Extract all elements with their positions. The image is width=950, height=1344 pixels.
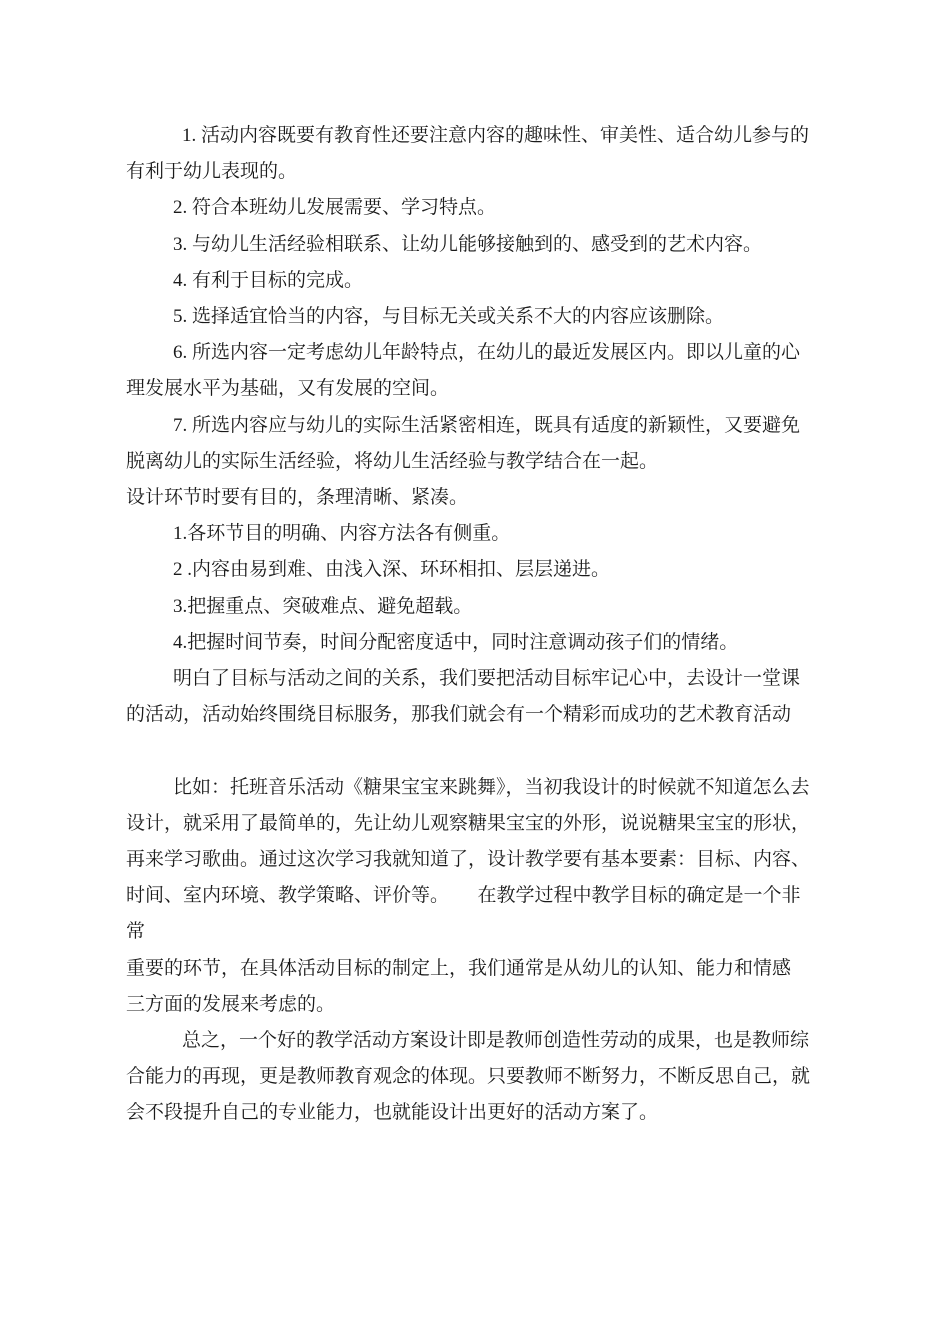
doc-line-sublist-item-3: 3.把握重点、突破难点、避免超载。 bbox=[173, 595, 473, 617]
doc-line-continuation: 理发展水平为基础，又有发展的空间。 bbox=[126, 378, 450, 400]
doc-line-continuation: 脱离幼儿的实际生活经验，将幼儿生活经验与教学结合在一起。 bbox=[126, 450, 659, 472]
doc-line-continuation: 再来学习歌曲。通过这次学习我就知道了，设计教学要有基本要素：目标、内容、 bbox=[126, 849, 811, 871]
doc-line-continuation: 时间、室内环境、教学策略、评价等。 在教学过程中教学目标的确定是一个非常 bbox=[126, 885, 801, 943]
doc-line-continuation: 的活动，活动始终围绕目标服务，那我们就会有一个精彩而成功的艺术教育活动 bbox=[126, 704, 792, 726]
doc-line-sublist-item-4: 4.把握时间节奏，时间分配密度适中，同时注意调动孩子们的情绪。 bbox=[173, 631, 739, 653]
doc-line-continuation: 有利于幼儿表现的。 bbox=[126, 161, 298, 183]
doc-line-sublist-item-1: 1.各环节目的明确、内容方法各有侧重。 bbox=[173, 523, 511, 545]
doc-line-sublist-item-2: 2 .内容由易到难、由浅入深、环环相扣、层层递进。 bbox=[173, 559, 611, 581]
doc-line-numbered-item-7: 7. 所选内容应与幼儿的实际生活紧密相连，既具有适度的新颖性，又要避免 bbox=[173, 414, 801, 436]
doc-line-blank bbox=[126, 733, 818, 769]
doc-line-continuation: 设计，就采用了最简单的，先让幼儿观察糖果宝宝的外形，说说糖果宝宝的形状， bbox=[126, 812, 811, 834]
doc-line-continuation: 合能力的再现，更是教师教育观念的体现。只要教师不断努力，不断反思自己，就 bbox=[126, 1066, 811, 1088]
doc-line-continuation: 会不段提升自己的专业能力，也就能设计出更好的活动方案了。 bbox=[126, 1102, 659, 1124]
doc-line-numbered-item-4: 4. 有利于目标的完成。 bbox=[173, 269, 364, 291]
doc-line-numbered-item-1: 1. 活动内容既要有教育性还要注意内容的趣味性、审美性、适合幼儿参与的 bbox=[182, 125, 810, 146]
doc-line-numbered-item-5: 5. 选择适宜恰当的内容，与目标无关或关系不大的内容应该删除。 bbox=[173, 306, 725, 328]
doc-line-paragraph-start: 明白了目标与活动之间的关系，我们要把活动目标牢记心中，去设计一堂课 bbox=[173, 668, 801, 690]
doc-line-continuation: 重要的环节，在具体活动目标的制定上，我们通常是从幼儿的认知、能力和情感 bbox=[126, 957, 792, 979]
document-body bbox=[126, 118, 818, 1132]
doc-line-continuation: 三方面的发展来考虑的。 bbox=[126, 993, 336, 1015]
doc-line-numbered-item-2: 2. 符合本班幼儿发展需要、学习特点。 bbox=[173, 197, 497, 219]
doc-line-section-lead: 设计环节时要有目的，条理清晰、紧凑。 bbox=[126, 487, 469, 509]
doc-line-numbered-item-3: 3. 与幼儿生活经验相联系、让幼儿能够接触到的、感受到的艺术内容。 bbox=[173, 233, 763, 255]
doc-line-paragraph-start: 总之，一个好的教学活动方案设计即是教师创造性劳动的成果，也是教师综 bbox=[182, 1030, 810, 1052]
doc-line-paragraph-start: 比如：托班音乐活动《糖果宝宝来跳舞》，当初我设计的时候就不知道怎么去 bbox=[173, 776, 810, 798]
doc-line-numbered-item-6: 6. 所选内容一定考虑幼儿年龄特点，在幼儿的最近发展区内。即以儿童的心 bbox=[173, 342, 801, 364]
